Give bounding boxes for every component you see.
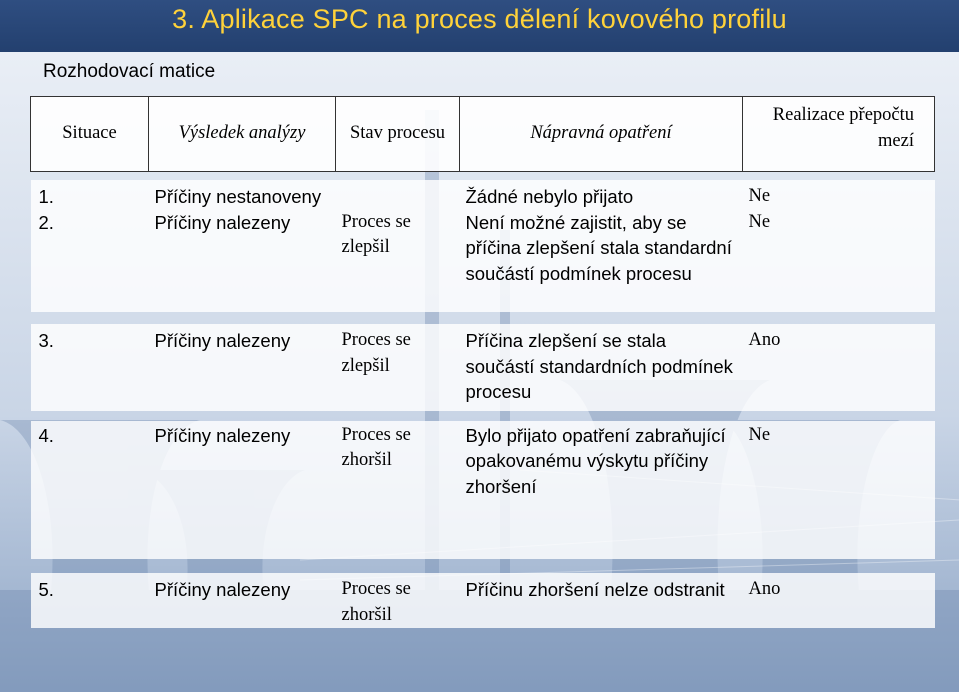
cell-situation: 3. xyxy=(31,324,149,411)
table-row xyxy=(31,421,935,560)
decision-matrix-table xyxy=(30,96,935,628)
cell-result: Příčiny nalezeny xyxy=(149,324,336,411)
header-analysis-result: Výsledek analýzy xyxy=(149,97,336,172)
table-header-row xyxy=(31,97,935,172)
cell-state: Proces se zhoršil xyxy=(336,573,460,628)
cell-situation: 1. xyxy=(31,180,149,210)
cell-situation: 5. xyxy=(31,573,149,628)
cell-action: Bylo přijato opatření zabraňující opakovanému výskytu příčiny zhoršení xyxy=(460,421,743,560)
header-process-state: Stav procesu xyxy=(336,97,460,172)
cell-state: Proces se zlepšil xyxy=(336,324,460,411)
cell-recalc: Ne xyxy=(743,210,935,313)
cell-action: Není možné zajistit, aby se příčina zlepšení stala standardní součástí podmínek procesu xyxy=(460,210,743,313)
cell-recalc: Ano xyxy=(743,573,935,628)
cell-result: Příčiny nalezeny xyxy=(149,573,336,628)
cell-recalc: Ne xyxy=(743,421,935,560)
slide-title: 3. Aplikace SPC na proces dělení kovového profilu xyxy=(172,4,787,34)
cell-result: Příčiny nalezeny xyxy=(149,210,336,313)
cell-state: Proces se zhoršil xyxy=(336,421,460,560)
header-limits-recalculation xyxy=(743,97,935,172)
table-row xyxy=(31,324,935,411)
header-limits-recalculation-text: Realizace přepočtu mezí xyxy=(772,105,914,151)
header-situation: Situace xyxy=(31,97,149,172)
cell-result: Příčiny nestanoveny xyxy=(149,180,336,210)
cell-recalc: Ne xyxy=(743,180,935,210)
header-corrective-action: Nápravná opatření xyxy=(460,97,743,172)
table-row xyxy=(31,180,935,210)
cell-situation: 2. xyxy=(31,210,149,313)
cell-action: Příčinu zhoršení nelze odstranit xyxy=(460,573,743,628)
table-row xyxy=(31,210,935,313)
cell-situation: 4. xyxy=(31,421,149,560)
cell-result: Příčiny nalezeny xyxy=(149,421,336,560)
cell-action: Příčina zlepšení se stala součástí standardních podmínek procesu xyxy=(460,324,743,411)
cell-state xyxy=(336,180,460,210)
cell-action: Žádné nebylo přijato xyxy=(460,180,743,210)
cell-recalc: Ano xyxy=(743,324,935,411)
cell-state: Proces se zlepšil xyxy=(336,210,460,313)
table-row xyxy=(31,573,935,628)
slide-subtitle: Rozhodovací matice xyxy=(43,61,216,82)
